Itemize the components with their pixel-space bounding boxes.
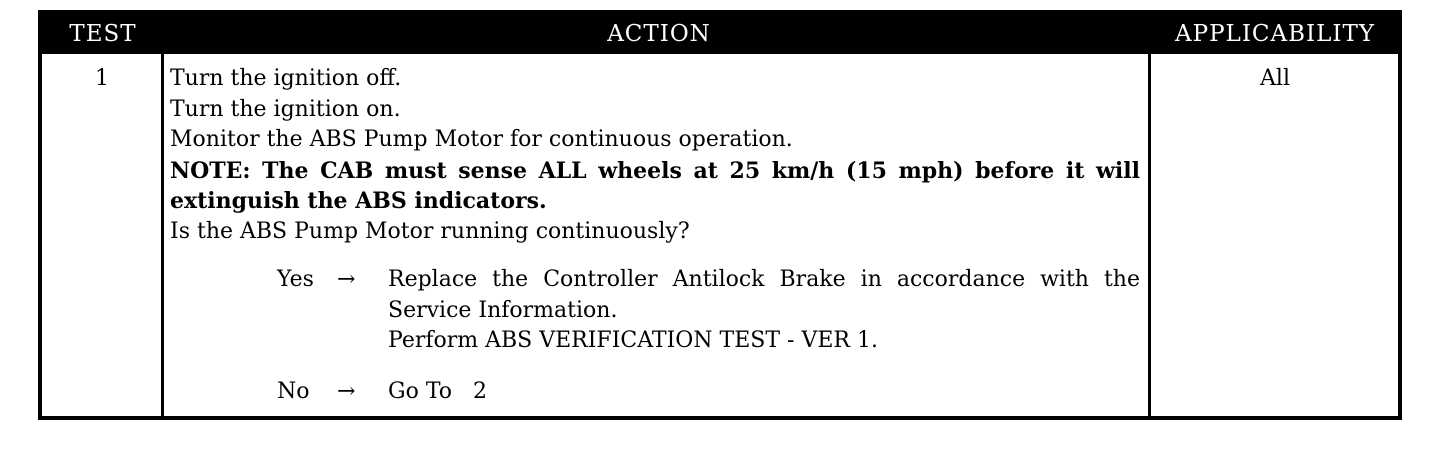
column-divider-1 — [161, 54, 164, 420]
note-text: NOTE: The CAB must sense ALL wheels at 25 km/h (15 mph) before it will extinguish the ABS indicators. — [170, 157, 1140, 214]
step-text: Turn the ignition on. — [170, 96, 401, 122]
question-text: Is the ABS Pump Motor running continuously? — [170, 218, 690, 244]
result-text: Perform ABS VERIFICATION TEST - VER 1. — [388, 328, 878, 353]
column-divider-2 — [1148, 54, 1151, 420]
action-cell — [170, 64, 1140, 407]
answer-no — [170, 377, 1140, 408]
answer-result-yes — [388, 265, 1140, 357]
answer-result-no: Go To 2 — [388, 378, 487, 404]
test-number-cell: 1 — [95, 66, 109, 91]
diagnostic-test-table — [38, 10, 1402, 420]
arrow-icon: → — [337, 267, 356, 292]
answer-label-yes: Yes — [277, 267, 314, 292]
column-header-applicability: APPLICABILITY — [1175, 21, 1375, 47]
applicability-cell: All — [1260, 66, 1290, 91]
step-text: Turn the ignition off. — [170, 66, 402, 91]
answer-label-no: No — [277, 378, 310, 404]
result-text: Replace the Controller Antilock Brake in accordance with the Service Information. — [388, 267, 1140, 323]
column-header-test: TEST — [69, 21, 137, 47]
column-header-action: ACTION — [607, 21, 711, 47]
step-text: Monitor the ABS Pump Motor for continuous operation. — [170, 127, 793, 152]
table-header — [42, 14, 1398, 54]
answer-yes — [170, 265, 1140, 357]
arrow-icon: → — [337, 378, 356, 404]
answer-list — [170, 265, 1140, 407]
